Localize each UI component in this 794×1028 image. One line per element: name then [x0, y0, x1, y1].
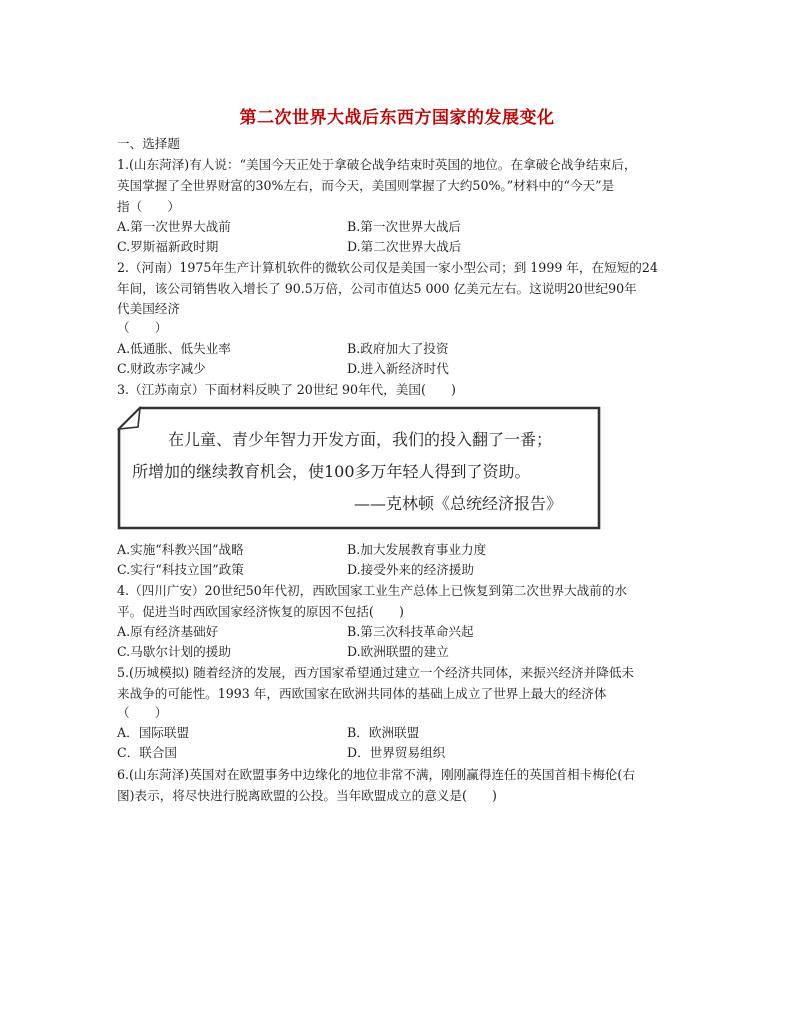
q4-option-b: B.第三次科技革命兴起	[347, 624, 474, 639]
page-title: 第二次世界大战后东西方国家的发展变化	[239, 108, 555, 128]
q6-line-2: 图)表示，将尽快进行脱离欧盟的公投。当年欧盟成立的意义是( )	[117, 788, 497, 803]
q3-option-c: C.实行“科技立国”政策	[117, 562, 244, 577]
q2-option-a: A.低通胀、低失业率	[117, 341, 231, 356]
q4-option-a: A.原有经济基础好	[117, 624, 219, 639]
q3-line-1: 3.（江苏南京）下面材料反映了 20世纪 90年代，美国( )	[117, 382, 456, 397]
q5-line-1: 5.(历城模拟) 随着经济的发展，西方国家希望通过建立一个经济共同体，来振兴经济并降低未	[117, 665, 635, 680]
q3-option-a: A.实施“科教兴国”战略	[117, 542, 244, 557]
quote-box	[116, 405, 602, 531]
q1-option-d: D.第二次世界大战后	[347, 239, 462, 254]
q1-option-c: C.罗斯福新政时期	[117, 239, 219, 254]
q2-line-4: （ ）	[117, 320, 168, 335]
q5-line-3: （ ）	[117, 705, 168, 720]
q1-option-b: B.第一次世界大战后	[347, 219, 462, 234]
q5-option-c: C．联合国	[117, 745, 178, 760]
q4-option-d: D.欧洲联盟的建立	[347, 644, 449, 659]
q5-option-b: B．欧洲联盟	[347, 725, 420, 740]
q4-option-c: C.马歇尔计划的援助	[117, 644, 231, 659]
q5-option-a: A．国际联盟	[117, 725, 190, 740]
q5-line-2: 来战争的可能性。1993 年，西欧国家在欧洲共同体的基础上成立了世界上最大的经济体	[117, 686, 607, 701]
q6-line-1: 6.(山东菏泽)英国对在欧盟事务中边缘化的地位非常不满，刚刚赢得连任的英国首相卡梅伦(右	[117, 767, 635, 782]
q2-option-c: C.财政赤字减少	[117, 361, 206, 376]
q2-line-1: 2.（河南）1975年生产计算机软件的微软公司仅是美国一家小型公司；到 1999 年，在短短的24	[117, 260, 658, 275]
q2-line-2: 年间，该公司销售收入增长了 90.5万倍，公司市值达5 000 亿美元左右。这说明20世纪90年	[117, 281, 637, 296]
q2-option-d: D.进入新经济时代	[347, 361, 449, 376]
q1-line-2: 英国掌握了全世界财富的30%左右，而今天，美国则掌握了大约50%。”材料中的“今天”是	[117, 178, 615, 193]
quote-attribution: ——克林顿《总统经济报告》	[354, 494, 563, 513]
quote-line-2: 所增加的继续教育机会，使100多万年轻人得到了资助。	[132, 462, 531, 481]
q5-option-d: D．世界贸易组织	[347, 745, 446, 760]
q2-line-3: 代美国经济	[117, 301, 180, 316]
q3-option-b: B.加大发展教育事业力度	[347, 542, 487, 557]
q4-line-1: 4.（四川广安）20世纪50年代初，西欧国家工业生产总体上已恢复到第二次世界大战前的水	[117, 583, 628, 598]
q2-option-b: B.政府加大了投资	[347, 341, 449, 356]
q3-option-d: D.接受外来的经济援助	[347, 562, 474, 577]
q1-line-3: 指（ ）	[117, 199, 180, 214]
q4-line-2: 平。促进当时西欧国家经济恢复的原因不包括( )	[117, 604, 404, 619]
quote-line-1: 在儿童、青少年智力开发方面，我们的投入翻了一番；	[168, 430, 553, 449]
q1-line-1: 1.(山东菏泽)有人说：“美国今天正处于拿破仑战争结束时英国的地位。在拿破仑战争结束后，	[117, 157, 637, 172]
section-heading: 一、选择题	[117, 136, 180, 151]
q1-option-a: A.第一次世界大战前	[117, 219, 231, 234]
